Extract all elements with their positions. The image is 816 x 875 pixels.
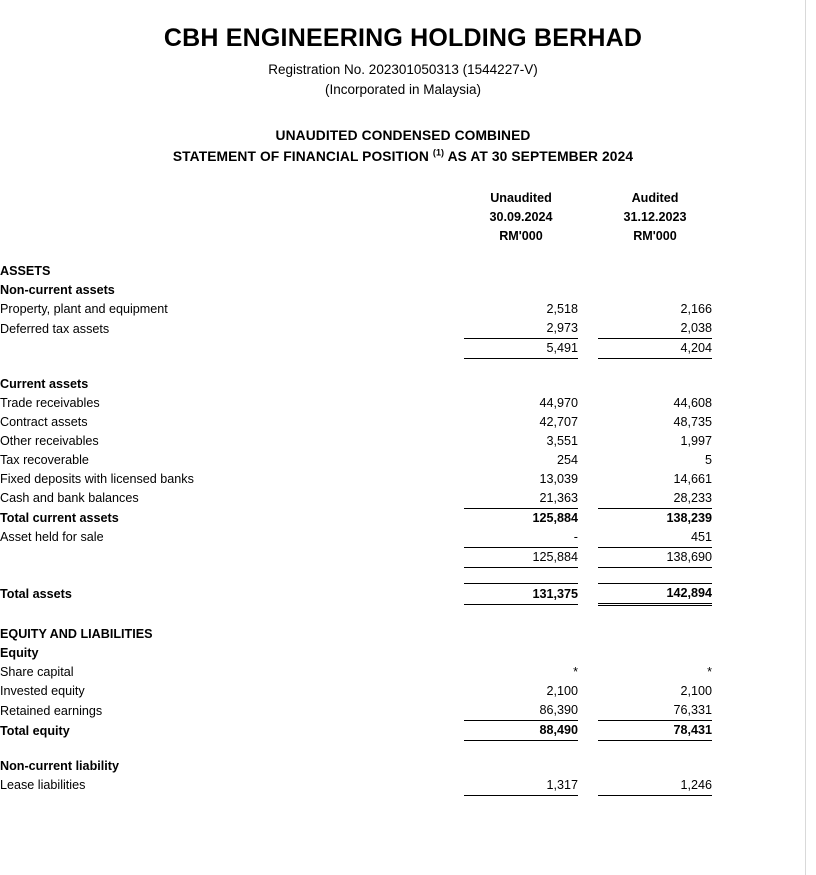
section-heading-non-current-liability — [0, 757, 806, 776]
row-value-col2: 78,431 — [598, 721, 712, 741]
registration-number: Registration No. 202301050313 (1544227-V) — [268, 61, 538, 77]
empty-cell — [712, 189, 806, 208]
row-label: Tax recoverable — [0, 452, 89, 467]
row-value-col1: - — [464, 528, 578, 548]
section-heading-non-current-assets — [0, 281, 806, 300]
row-value-col1: 2,100 — [546, 684, 578, 699]
statement-title-line1: UNAUDITED CONDENSED COMBINED — [275, 127, 531, 143]
row-value-col2: 2,166 — [680, 302, 712, 317]
row-value-col2: 138,239 — [666, 510, 712, 525]
table-row — [0, 413, 806, 432]
section-heading-equity — [0, 644, 806, 663]
column-1-date: 30.09.2024 — [489, 210, 553, 225]
row-value-col1: 13,039 — [539, 471, 578, 486]
row-label: Trade receivables — [0, 395, 100, 410]
table-row — [0, 528, 806, 548]
empty-cell — [712, 227, 806, 246]
table-row — [0, 776, 806, 796]
total-row-current-assets — [0, 508, 806, 528]
row-label: Asset held for sale — [0, 530, 104, 545]
column-header-date-row — [0, 208, 806, 227]
row-label: Retained earnings — [0, 703, 103, 718]
empty-cell — [0, 227, 464, 246]
column-header-unit-row — [0, 227, 806, 246]
row-value-col1: 88,490 — [464, 721, 578, 741]
section-heading-current-assets — [0, 375, 806, 394]
row-label — [0, 547, 464, 567]
statement-title-line2 — [0, 146, 806, 167]
total-row-total-equity — [0, 721, 806, 741]
spacer — [0, 741, 806, 757]
row-value-col2: * — [707, 665, 712, 680]
row-value-col2: 138,690 — [598, 547, 712, 567]
row-value-col1: 86,390 — [464, 701, 578, 721]
statement-title-date: AS AT 30 SEPTEMBER 2024 — [447, 148, 634, 164]
table-row — [0, 432, 806, 451]
row-value-col2: 2,100 — [680, 684, 712, 699]
equity-liabilities-heading: EQUITY AND LIABILITIES — [0, 627, 153, 642]
row-label: Total current assets — [0, 510, 119, 525]
column-header-status-row — [0, 189, 806, 208]
spacer — [0, 359, 806, 375]
row-value-col1: 1,317 — [464, 776, 578, 796]
assets-heading: ASSETS — [0, 264, 51, 279]
statement-footnote-marker: (1) — [432, 147, 445, 158]
row-value-col2: 4,204 — [598, 339, 712, 359]
row-value-col1: 2,973 — [464, 319, 578, 339]
row-label: Cash and bank balances — [0, 491, 139, 506]
table-row — [0, 300, 806, 319]
incorporation-note: (Incorporated in Malaysia) — [324, 81, 482, 97]
row-value-col1: 21,363 — [464, 489, 578, 509]
row-value-col2: 76,331 — [598, 701, 712, 721]
empty-cell — [712, 208, 806, 227]
row-value-col2: 1,997 — [680, 433, 712, 448]
row-value-col1: 125,884 — [464, 547, 578, 567]
empty-cell — [578, 189, 598, 208]
row-value-col2: 48,735 — [673, 414, 712, 429]
row-value-col1: 2,518 — [546, 302, 578, 317]
subtotal-row-current-assets — [0, 547, 806, 567]
statement-title-text: STATEMENT OF FINANCIAL POSITION — [172, 148, 429, 164]
current-assets-heading: Current assets — [0, 376, 89, 391]
row-value-col2: 1,246 — [598, 776, 712, 796]
row-value-col2: 2,038 — [598, 319, 712, 339]
row-label: Invested equity — [0, 684, 85, 699]
subtotal-row-non-current-assets — [0, 339, 806, 359]
section-heading-equity-liabilities — [0, 625, 806, 644]
table-row — [0, 394, 806, 413]
row-label: Other receivables — [0, 433, 99, 448]
empty-cell — [578, 227, 598, 246]
row-label: Total assets — [0, 587, 72, 602]
column-2-date: 31.12.2023 — [623, 210, 687, 225]
document-header — [0, 0, 806, 167]
row-value-col1: 42,707 — [539, 414, 578, 429]
spacer — [0, 567, 806, 583]
column-2-unit: RM'000 — [633, 229, 677, 244]
table-row — [0, 701, 806, 721]
row-value-col2: 28,233 — [598, 489, 712, 509]
empty-cell — [578, 208, 598, 227]
table-row — [0, 451, 806, 470]
row-value-col1: 5,491 — [464, 339, 578, 359]
column-2-status: Audited — [631, 191, 679, 206]
row-label: Share capital — [0, 665, 74, 680]
empty-cell — [0, 208, 464, 227]
spacer — [0, 246, 806, 262]
row-value-col1: 44,970 — [539, 395, 578, 410]
row-value-col1: * — [573, 665, 578, 680]
spacer — [0, 604, 806, 625]
row-value-col1: 125,884 — [532, 510, 578, 525]
row-value-col2: 5 — [704, 452, 712, 467]
row-label: Contract assets — [0, 414, 88, 429]
row-label: Property, plant and equipment — [0, 302, 168, 317]
row-value-col1: 3,551 — [546, 433, 578, 448]
table-row — [0, 663, 806, 682]
financial-position-table — [0, 189, 806, 796]
row-value-col1: 254 — [556, 452, 578, 467]
table-row — [0, 470, 806, 489]
row-value-col2: 142,894 — [598, 583, 712, 604]
empty-cell — [0, 189, 464, 208]
row-label: Fixed deposits with licensed banks — [0, 471, 194, 486]
row-value-col2: 44,608 — [673, 395, 712, 410]
row-value-col2: 14,661 — [673, 471, 712, 486]
non-current-liability-heading: Non-current liability — [0, 758, 119, 773]
table-row — [0, 682, 806, 701]
table-row — [0, 489, 806, 509]
table-row — [0, 319, 806, 339]
column-1-unit: RM'000 — [499, 229, 543, 244]
row-label — [0, 339, 464, 359]
row-label: Total equity — [0, 723, 70, 738]
column-1-status: Unaudited — [490, 191, 552, 206]
row-value-col1: 131,375 — [464, 583, 578, 604]
row-label: Deferred tax assets — [0, 321, 110, 336]
statement-title — [0, 125, 806, 168]
total-row-total-assets — [0, 583, 806, 604]
non-current-assets-heading: Non-current assets — [0, 283, 115, 298]
row-label: Lease liabilities — [0, 778, 86, 793]
section-heading-assets — [0, 262, 806, 281]
company-name: CBH ENGINEERING HOLDING BERHAD — [163, 24, 643, 52]
row-value-col2: 451 — [598, 528, 712, 548]
equity-heading: Equity — [0, 646, 39, 661]
